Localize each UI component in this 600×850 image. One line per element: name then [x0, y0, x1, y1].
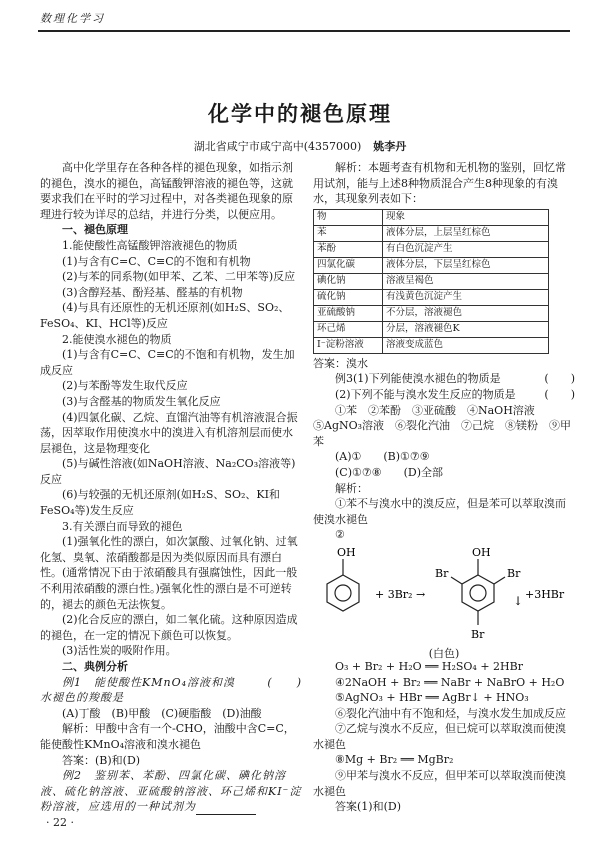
page-number: · 22 · — [46, 816, 74, 829]
paragraph — [40, 285, 302, 301]
paragraph-text: ⑤AgNO₃ + HBr ══ AgBr↓ + HNO₃ — [335, 691, 529, 705]
paragraph — [40, 753, 302, 769]
paragraph — [40, 238, 302, 254]
table-cell-phenomenon: 有白色沉淀产生 — [383, 241, 549, 257]
right-column-equations — [313, 659, 575, 815]
table-header-substance: 物 — [314, 209, 383, 225]
table-row — [314, 225, 549, 241]
table-cell-substance: 碘化钠 — [314, 273, 383, 289]
paragraph-text: 答案：溴水 — [313, 356, 368, 370]
paragraph-text: (4)与具有还原性的无机还原剂(如H₂S、SO₂、FeSO₄、KI、HCl等)反应 — [40, 301, 290, 330]
paragraph-text: (3)含醇羟基、酚羟基、醛基的有机物 — [62, 285, 243, 299]
paragraph — [313, 675, 575, 691]
table-row — [314, 305, 549, 321]
table-cell-substance: 苯 — [314, 225, 383, 241]
paragraph-text: 解析： — [335, 481, 368, 495]
table-cell-substance: I⁻淀粉溶液 — [314, 337, 383, 353]
bromine-left-label: Br — [435, 566, 449, 580]
precipitate-note: (白色) — [428, 646, 460, 660]
paragraph — [313, 465, 575, 481]
paragraph-text: 二、典例分析 — [62, 660, 128, 673]
paragraph-text: (2)下列不能与溴水发生反应的物质是 — [335, 387, 516, 401]
paragraph — [313, 387, 575, 403]
paragraph — [40, 300, 302, 331]
paragraph-text: (5)与碱性溶液(如NaOH溶液、Na₂CO₃溶液等)反应 — [40, 457, 296, 486]
answer-blank — [196, 804, 256, 815]
table-row — [314, 289, 549, 305]
paragraph — [313, 527, 575, 543]
paragraph-text: (A)① (B)①⑦⑨ — [335, 450, 430, 464]
paragraph-text: ①苯 ②苯酚 ③亚硫酸 ④NaOH溶液 ⑤AgNO₃溶液 ⑥裂化汽油 ⑦己烷 ⑧镁粉 ⑨甲苯 — [313, 403, 572, 448]
paragraph-text: (6)与较强的无机还原剂(如H₂S、SO₂、KI和FeSO₄等)发生反应 — [40, 488, 280, 518]
paragraph — [313, 659, 575, 675]
paragraph — [313, 403, 575, 450]
answer-paren: ( ) — [267, 675, 302, 689]
phenol-structure — [327, 559, 359, 611]
paragraph — [40, 410, 302, 457]
paragraph-text: ①苯不与溴水中的溴反应，但是苯可以萃取溴而使溴水褪色 — [313, 497, 566, 526]
paragraph-text: O₃ + Br₂ + H₂O ══ H₂SO₄ + 2HBr — [335, 659, 523, 673]
paragraph-text: ② — [335, 528, 345, 542]
paragraph-text: 2.能使溴水褪色的物质 — [62, 332, 172, 346]
right-column — [313, 160, 575, 815]
paragraph — [313, 690, 575, 706]
paragraph — [313, 706, 575, 722]
paragraph-text: (A)丁酸 (B)甲酸 (C)硬脂酸 (D)油酸 — [62, 706, 262, 720]
paragraph — [40, 394, 302, 410]
table-cell-phenomenon: 有浅黄色沉淀产生 — [383, 289, 549, 305]
author-affiliation: 湖北省咸宁市咸宁高中(4357000) — [193, 140, 362, 153]
bromine-right-label: Br — [507, 566, 521, 580]
phenomena-table — [313, 209, 549, 354]
precipitate-arrow: ↓ — [513, 593, 524, 608]
paragraph — [313, 752, 575, 768]
paragraph-text: 3.有关漂白而导致的褪色 — [62, 519, 183, 533]
table-cell-phenomenon: 溶液变成蓝色 — [383, 337, 549, 353]
table-cell-substance: 环己烯 — [314, 321, 383, 337]
paragraph — [40, 768, 302, 815]
paragraph-text: 例3(1)下列能使溴水褪色的物质是 — [335, 372, 501, 386]
header-rule — [38, 30, 570, 32]
answer-paren: ( ) — [544, 372, 575, 386]
table-row — [314, 273, 549, 289]
paragraph — [40, 456, 302, 487]
running-header: 数理化学习 — [40, 12, 105, 25]
author-line — [0, 138, 600, 154]
paragraph-text: (2)化合反应的漂白，如二氧化硫。这种原因造成的褪色，在一定的情况下颜色可以恢复。 — [40, 613, 298, 642]
paragraph-text: 一、褪色原理 — [62, 223, 128, 237]
paragraph-text: (1)与含有C=C、C≡C的不饱和有机物，发生加成反应 — [40, 348, 295, 377]
paragraph — [313, 356, 575, 372]
paragraph-text: (1)与含有C=C、C≡C的不饱和有机物 — [62, 254, 251, 268]
table-cell-substance: 苯酚 — [314, 241, 383, 257]
paragraph-text: (C)①⑦⑧ (D)全部 — [335, 465, 443, 479]
paragraph — [40, 612, 302, 643]
paragraph — [313, 799, 575, 815]
paragraph — [40, 269, 302, 285]
paragraph-text: (2)与苯的同系物(如甲苯、乙苯、二甲苯等)反应 — [62, 270, 296, 284]
paragraph — [40, 160, 302, 222]
paragraph — [313, 371, 575, 387]
paragraph-text: 解析：甲酸中含有一个-CHO，油酸中含C=C，能使酸性KMnO₄溶液和溴水褪色 — [40, 722, 295, 751]
paragraph-text: 例1 能使酸性KMnO₄溶液和溴水褪色的羧酸是 — [40, 675, 235, 705]
tribromophenol-structure — [451, 559, 505, 625]
paragraph — [40, 675, 302, 706]
left-column — [40, 160, 302, 815]
paragraph — [40, 534, 302, 612]
table-cell-phenomenon: 溶液呈褐色 — [383, 273, 549, 289]
byproduct-label: +3HBr — [525, 587, 565, 601]
table-header-phenomenon: 现象 — [383, 209, 549, 225]
answer-paren: ( ) — [544, 387, 575, 401]
paragraph-text: (1)强氧化性的漂白，如次氯酸、过氧化钠、过氧化氢、臭氧、浓硝酸都是因为类似原因而具有漂白性。(通常情况下由于浓硝酸具有强腐蚀性，因此一般不利用浓硝酸的漂白性。)强氧化性的漂白是不可逆转的，褪去的颜色无法恢复。 — [40, 535, 298, 611]
table-header-row — [314, 209, 549, 225]
paragraph-text: 例2 鉴别苯、苯酚、四氯化碳、碘化钠溶液、硫化钠溶液、亚硫酸钠溶液、环己烯和KI⁻淀粉溶液，应选用的一种试剂为 — [40, 769, 302, 814]
paragraph-text: ⑧Mg + Br₂ ══ MgBr₂ — [335, 753, 454, 767]
table-cell-phenomenon: 分层，溶液褪色K — [383, 321, 549, 337]
paragraph — [40, 378, 302, 394]
table-cell-substance: 四氯化碳 — [314, 257, 383, 273]
table-cell-substance: 亚硫酸钠 — [314, 305, 383, 321]
right-column-example3 — [313, 356, 575, 543]
paragraph — [40, 332, 302, 348]
table-row — [314, 321, 549, 337]
table-row — [314, 337, 549, 353]
paragraph-text: 答案：(B)和(D) — [62, 753, 141, 767]
paragraph-text: ⑦乙烷与溴水不反应，但已烷可以萃取溴而使溴水褪色 — [313, 722, 566, 751]
paragraph-text: 解析：本题考查有机物和无机物的鉴别，回忆常用试剂，能与上述8种物质混合产生8种现象的有溴水，其现象列表如下： — [313, 161, 566, 206]
paragraph — [313, 160, 575, 207]
reaction-diagram — [313, 545, 575, 641]
paragraph-text: (4)四氯化碳、乙烷、直馏汽油等有机溶液混合振荡，因萃取作用使溴水中的溴进入有机溶剂层而使水层褪色，这是物理变化 — [40, 410, 298, 455]
paragraph — [40, 519, 302, 535]
paragraph — [40, 706, 302, 722]
paragraph-text: (2)与苯酚等发生取代反应 — [62, 379, 188, 393]
paragraph-text: ⑨甲苯与溴水不反应，但甲苯可以萃取溴而使溴水褪色 — [313, 769, 566, 798]
paragraph — [313, 449, 575, 465]
paragraph — [40, 347, 302, 378]
bromine-bottom-label: Br — [471, 627, 485, 641]
author-name: 姚李丹 — [373, 140, 407, 153]
paragraph-text: (3)与含醛基的物质发生氧化反应 — [62, 394, 221, 408]
table-cell-substance: 硫化钠 — [314, 289, 383, 305]
table-row — [314, 241, 549, 257]
paragraph-text: ⑥裂化汽油中有不饱和烃，与溴水发生加成反应 — [335, 706, 566, 720]
paragraph — [313, 496, 575, 527]
table-cell-phenomenon: 液体分层，下层呈红棕色 — [383, 257, 549, 273]
right-column-intro — [313, 160, 575, 207]
paragraph — [40, 254, 302, 270]
table-cell-phenomenon: 不分层，溶液褪色 — [383, 305, 549, 321]
paragraph — [313, 768, 575, 799]
article-title: 化学中的褪色原理 — [208, 101, 392, 126]
paragraph-text: (3)活性炭的吸附作用。 — [62, 644, 177, 658]
paragraph — [40, 721, 302, 752]
paragraph — [40, 643, 302, 659]
paragraph — [40, 487, 302, 518]
paragraph-text: ④2NaOH + Br₂ ══ NaBr + NaBrO + H₂O — [335, 675, 565, 689]
reagent-label: + 3Br₂ → — [375, 587, 426, 601]
product-oh-label: OH — [472, 545, 491, 559]
paragraph — [40, 659, 302, 675]
phenol-oh-label: OH — [337, 545, 356, 559]
paragraph-text: 高中化学里存在各种各样的褪色现象，如指示剂的褪色，溴水的褪色，高锰酸钾溶液的褪色等，这就要求我们在平时的学习过程中，对各类褪色现象的原理进行较为详尽的总结，并进行分类，以便应用。 — [40, 161, 293, 221]
phenol-bromination-reaction — [313, 545, 575, 660]
paragraph — [313, 481, 575, 497]
paragraph — [313, 721, 575, 752]
paragraph-text: 1.能使酸性高锰酸钾溶液褪色的物质 — [62, 238, 238, 252]
table-cell-phenomenon: 液体分层，上层呈红棕色 — [383, 225, 549, 241]
paragraph — [40, 222, 302, 238]
table-row — [314, 257, 549, 273]
paragraph-text: 答案(1)和(D) — [335, 800, 401, 814]
